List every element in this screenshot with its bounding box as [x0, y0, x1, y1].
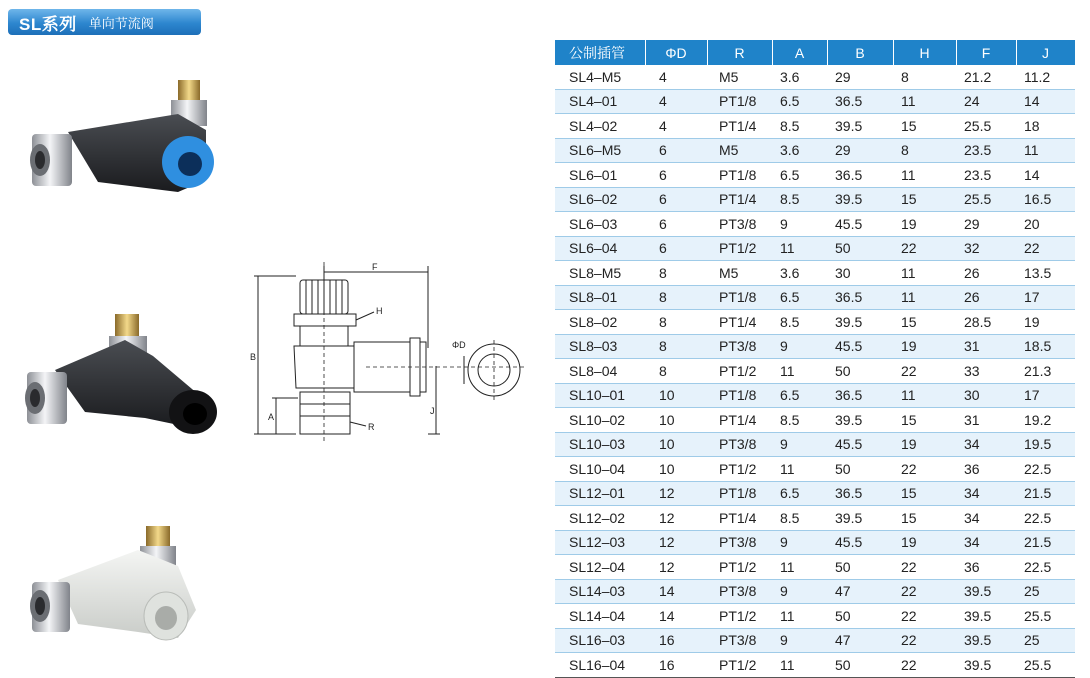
cell-h: 22	[893, 457, 956, 482]
cell-a: 11	[772, 236, 827, 261]
cell-f: 26	[956, 261, 1016, 286]
cell-b: 36.5	[827, 383, 893, 408]
cell-model: SL8–03	[555, 334, 645, 359]
cell-h: 11	[893, 261, 956, 286]
table-row	[555, 334, 1075, 359]
cell-model: SL12–03	[555, 530, 645, 555]
cell-model: SL6–02	[555, 187, 645, 212]
cell-b: 30	[827, 261, 893, 286]
table-row	[555, 555, 1075, 580]
cell-phi-d: 6	[645, 163, 707, 188]
cell-j: 16.5	[1016, 187, 1075, 212]
cell-h: 22	[893, 236, 956, 261]
cell-f: 30	[956, 383, 1016, 408]
technical-drawing	[236, 258, 526, 448]
cell-a: 8.5	[772, 310, 827, 335]
cell-a: 9	[772, 432, 827, 457]
cell-b: 36.5	[827, 163, 893, 188]
cell-r: PT1/2	[707, 604, 772, 629]
table-row	[555, 383, 1075, 408]
cell-phi-d: 12	[645, 530, 707, 555]
cell-phi-d: 12	[645, 481, 707, 506]
cell-b: 29	[827, 138, 893, 163]
cell-model: SL8–02	[555, 310, 645, 335]
cell-model: SL12–01	[555, 481, 645, 506]
cell-a: 6.5	[772, 163, 827, 188]
cell-a: 8.5	[772, 187, 827, 212]
col-header-phi-d: ΦD	[645, 40, 707, 65]
cell-b: 39.5	[827, 187, 893, 212]
cell-phi-d: 14	[645, 579, 707, 604]
cell-j: 21.3	[1016, 359, 1075, 384]
cell-f: 32	[956, 236, 1016, 261]
table-row	[555, 628, 1075, 653]
cell-r: PT3/8	[707, 579, 772, 604]
cell-model: SL12–02	[555, 506, 645, 531]
cell-r: PT3/8	[707, 628, 772, 653]
table-row	[555, 481, 1075, 506]
cell-phi-d: 12	[645, 506, 707, 531]
table-row	[555, 114, 1075, 139]
cell-f: 34	[956, 481, 1016, 506]
cell-f: 33	[956, 359, 1016, 384]
cell-r: PT1/2	[707, 236, 772, 261]
cell-r: PT1/8	[707, 383, 772, 408]
cell-model: SL8–M5	[555, 261, 645, 286]
dim-label-phid: ΦD	[452, 340, 466, 350]
cell-j: 14	[1016, 89, 1075, 114]
dim-label-h: H	[376, 306, 383, 316]
cell-model: SL4–01	[555, 89, 645, 114]
cell-a: 11	[772, 359, 827, 384]
cell-a: 8.5	[772, 408, 827, 433]
cell-model: SL12–04	[555, 555, 645, 580]
cell-j: 21.5	[1016, 530, 1075, 555]
cell-r: PT1/4	[707, 310, 772, 335]
cell-h: 22	[893, 579, 956, 604]
spec-table	[555, 40, 1076, 678]
cell-model: SL10–04	[555, 457, 645, 482]
cell-phi-d: 8	[645, 334, 707, 359]
cell-model: SL16–04	[555, 653, 645, 678]
cell-b: 39.5	[827, 310, 893, 335]
cell-f: 25.5	[956, 187, 1016, 212]
cell-h: 11	[893, 89, 956, 114]
cell-b: 50	[827, 653, 893, 678]
cell-b: 36.5	[827, 285, 893, 310]
cell-h: 8	[893, 138, 956, 163]
cell-phi-d: 10	[645, 457, 707, 482]
cell-h: 15	[893, 408, 956, 433]
cell-a: 9	[772, 579, 827, 604]
cell-r: M5	[707, 138, 772, 163]
col-header-j: J	[1016, 40, 1075, 65]
cell-f: 39.5	[956, 579, 1016, 604]
cell-j: 18	[1016, 114, 1075, 139]
cell-b: 45.5	[827, 212, 893, 237]
cell-b: 36.5	[827, 89, 893, 114]
cell-j: 25.5	[1016, 653, 1075, 678]
cell-h: 11	[893, 163, 956, 188]
cell-r: PT3/8	[707, 212, 772, 237]
cell-r: PT1/4	[707, 408, 772, 433]
cell-h: 11	[893, 383, 956, 408]
cell-phi-d: 6	[645, 236, 707, 261]
cell-f: 25.5	[956, 114, 1016, 139]
cell-h: 22	[893, 359, 956, 384]
cell-f: 29	[956, 212, 1016, 237]
cell-f: 39.5	[956, 628, 1016, 653]
cell-j: 22.5	[1016, 457, 1075, 482]
cell-f: 21.2	[956, 65, 1016, 89]
cell-j: 17	[1016, 285, 1075, 310]
cell-r: PT1/2	[707, 359, 772, 384]
cell-j: 11	[1016, 138, 1075, 163]
product-image-black-fitting	[25, 300, 225, 450]
cell-j: 22	[1016, 236, 1075, 261]
cell-phi-d: 4	[645, 89, 707, 114]
cell-r: PT1/2	[707, 555, 772, 580]
cell-r: PT3/8	[707, 334, 772, 359]
col-header-metric-tube: 公制插管	[555, 40, 645, 65]
table-row	[555, 408, 1075, 433]
cell-a: 11	[772, 457, 827, 482]
col-header-h: H	[893, 40, 956, 65]
cell-r: M5	[707, 261, 772, 286]
cell-b: 45.5	[827, 334, 893, 359]
table-row	[555, 432, 1075, 457]
product-image-white-fitting	[28, 520, 228, 660]
cell-j: 25.5	[1016, 604, 1075, 629]
cell-b: 50	[827, 604, 893, 629]
table-row	[555, 604, 1075, 629]
cell-phi-d: 6	[645, 138, 707, 163]
cell-a: 11	[772, 604, 827, 629]
table-row	[555, 530, 1075, 555]
cell-model: SL10–01	[555, 383, 645, 408]
cell-r: PT1/4	[707, 506, 772, 531]
spec-table-body	[555, 65, 1075, 677]
cell-model: SL14–03	[555, 579, 645, 604]
cell-phi-d: 8	[645, 359, 707, 384]
cell-model: SL4–02	[555, 114, 645, 139]
table-row	[555, 285, 1075, 310]
cell-h: 15	[893, 481, 956, 506]
cell-h: 22	[893, 604, 956, 629]
cell-b: 39.5	[827, 114, 893, 139]
cell-b: 29	[827, 65, 893, 89]
cell-b: 50	[827, 555, 893, 580]
cell-f: 34	[956, 432, 1016, 457]
cell-a: 9	[772, 628, 827, 653]
cell-h: 15	[893, 114, 956, 139]
cell-b: 45.5	[827, 530, 893, 555]
cell-phi-d: 10	[645, 408, 707, 433]
table-row	[555, 236, 1075, 261]
cell-a: 8.5	[772, 506, 827, 531]
dim-label-j: J	[430, 406, 435, 416]
cell-phi-d: 4	[645, 114, 707, 139]
cell-a: 3.6	[772, 138, 827, 163]
cell-h: 15	[893, 187, 956, 212]
cell-model: SL6–M5	[555, 138, 645, 163]
table-row	[555, 89, 1075, 114]
dim-label-b: B	[250, 352, 257, 362]
cell-r: PT1/8	[707, 481, 772, 506]
cell-j: 13.5	[1016, 261, 1075, 286]
cell-j: 19.5	[1016, 432, 1075, 457]
cell-a: 9	[772, 530, 827, 555]
cell-f: 34	[956, 506, 1016, 531]
cell-model: SL8–04	[555, 359, 645, 384]
cell-phi-d: 10	[645, 383, 707, 408]
cell-phi-d: 4	[645, 65, 707, 89]
table-row	[555, 138, 1075, 163]
table-row	[555, 65, 1075, 89]
dim-label-a: A	[268, 412, 275, 422]
table-row	[555, 187, 1075, 212]
cell-a: 6.5	[772, 89, 827, 114]
cell-r: PT3/8	[707, 432, 772, 457]
cell-model: SL6–04	[555, 236, 645, 261]
cell-h: 19	[893, 530, 956, 555]
cell-phi-d: 12	[645, 555, 707, 580]
cell-h: 22	[893, 555, 956, 580]
cell-j: 19.2	[1016, 408, 1075, 433]
cell-r: PT1/4	[707, 187, 772, 212]
cell-phi-d: 8	[645, 261, 707, 286]
cell-phi-d: 16	[645, 628, 707, 653]
cell-j: 19	[1016, 310, 1075, 335]
cell-j: 22.5	[1016, 506, 1075, 531]
series-title-badge	[8, 9, 201, 35]
cell-j: 21.5	[1016, 481, 1075, 506]
cell-r: PT1/8	[707, 89, 772, 114]
cell-r: PT1/2	[707, 653, 772, 678]
table-row	[555, 579, 1075, 604]
cell-model: SL4–M5	[555, 65, 645, 89]
col-header-a: A	[772, 40, 827, 65]
cell-model: SL8–01	[555, 285, 645, 310]
cell-b: 39.5	[827, 506, 893, 531]
cell-f: 24	[956, 89, 1016, 114]
cell-r: PT1/2	[707, 457, 772, 482]
cell-phi-d: 6	[645, 187, 707, 212]
cell-a: 11	[772, 555, 827, 580]
table-row	[555, 310, 1075, 335]
cell-j: 18.5	[1016, 334, 1075, 359]
cell-a: 8.5	[772, 114, 827, 139]
cell-r: M5	[707, 65, 772, 89]
cell-h: 22	[893, 628, 956, 653]
table-row	[555, 457, 1075, 482]
cell-h: 8	[893, 65, 956, 89]
cell-model: SL10–02	[555, 408, 645, 433]
cell-f: 26	[956, 285, 1016, 310]
cell-phi-d: 10	[645, 432, 707, 457]
cell-a: 9	[772, 212, 827, 237]
cell-r: PT3/8	[707, 530, 772, 555]
cell-f: 39.5	[956, 604, 1016, 629]
cell-r: PT1/8	[707, 163, 772, 188]
cell-h: 22	[893, 653, 956, 678]
cell-f: 31	[956, 408, 1016, 433]
table-row	[555, 359, 1075, 384]
cell-h: 19	[893, 432, 956, 457]
dim-label-r: R	[368, 422, 375, 432]
cell-model: SL16–03	[555, 628, 645, 653]
cell-j: 20	[1016, 212, 1075, 237]
cell-model: SL14–04	[555, 604, 645, 629]
cell-a: 6.5	[772, 481, 827, 506]
dim-label-f: F	[372, 262, 378, 272]
table-row	[555, 212, 1075, 237]
series-name: SL系列	[19, 14, 77, 34]
cell-f: 36	[956, 457, 1016, 482]
cell-a: 6.5	[772, 285, 827, 310]
cell-f: 31	[956, 334, 1016, 359]
cell-phi-d: 6	[645, 212, 707, 237]
col-header-f: F	[956, 40, 1016, 65]
cell-h: 15	[893, 310, 956, 335]
cell-f: 34	[956, 530, 1016, 555]
cell-b: 50	[827, 457, 893, 482]
cell-b: 50	[827, 236, 893, 261]
cell-h: 19	[893, 334, 956, 359]
cell-j: 11.2	[1016, 65, 1075, 89]
cell-b: 39.5	[827, 408, 893, 433]
cell-f: 28.5	[956, 310, 1016, 335]
cell-phi-d: 16	[645, 653, 707, 678]
col-header-b: B	[827, 40, 893, 65]
cell-model: SL6–03	[555, 212, 645, 237]
table-header-row	[555, 40, 1075, 65]
cell-model: SL6–01	[555, 163, 645, 188]
col-header-r: R	[707, 40, 772, 65]
cell-r: PT1/8	[707, 285, 772, 310]
cell-a: 9	[772, 334, 827, 359]
cell-r: PT1/4	[707, 114, 772, 139]
cell-a: 3.6	[772, 65, 827, 89]
cell-f: 23.5	[956, 138, 1016, 163]
cell-phi-d: 14	[645, 604, 707, 629]
cell-f: 39.5	[956, 653, 1016, 678]
cell-b: 47	[827, 628, 893, 653]
cell-j: 17	[1016, 383, 1075, 408]
cell-a: 11	[772, 653, 827, 678]
cell-j: 14	[1016, 163, 1075, 188]
cell-h: 19	[893, 212, 956, 237]
cell-b: 45.5	[827, 432, 893, 457]
cell-h: 15	[893, 506, 956, 531]
cell-phi-d: 8	[645, 285, 707, 310]
cell-f: 36	[956, 555, 1016, 580]
cell-b: 36.5	[827, 481, 893, 506]
product-image-black-blue-fitting	[28, 70, 228, 220]
table-row	[555, 163, 1075, 188]
cell-a: 3.6	[772, 261, 827, 286]
table-row	[555, 506, 1075, 531]
cell-b: 47	[827, 579, 893, 604]
cell-j: 22.5	[1016, 555, 1075, 580]
cell-j: 25	[1016, 628, 1075, 653]
cell-model: SL10–03	[555, 432, 645, 457]
cell-a: 6.5	[772, 383, 827, 408]
table-row	[555, 261, 1075, 286]
cell-j: 25	[1016, 579, 1075, 604]
cell-f: 23.5	[956, 163, 1016, 188]
cell-h: 11	[893, 285, 956, 310]
cell-phi-d: 8	[645, 310, 707, 335]
cell-b: 50	[827, 359, 893, 384]
series-description: 单向节流阀	[88, 15, 154, 31]
